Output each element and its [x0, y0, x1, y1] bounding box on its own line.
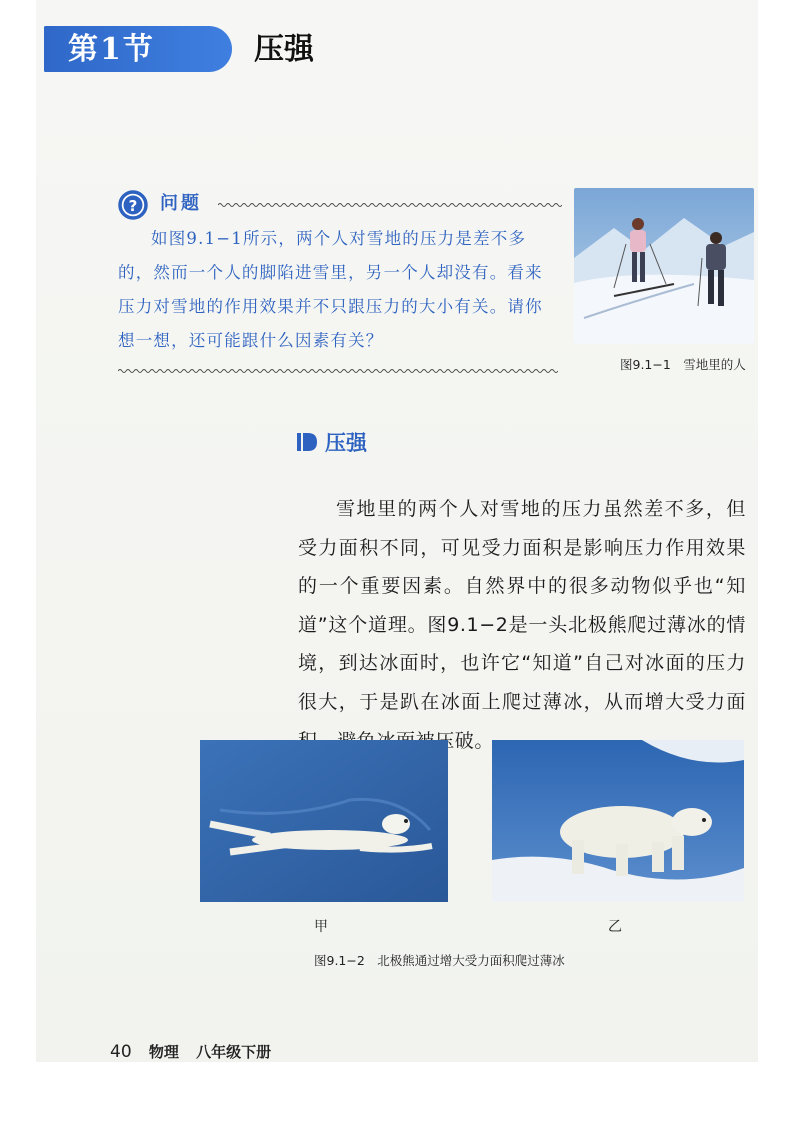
body-paragraph: 雪地里的两个人对雪地的压力虽然差不多，但受力面积不同，可见受力面积是影响压力作用效果的一个重要因素。自然界中的很多动物似乎也“知道”这个道理。图9.1−2是一头北极熊爬过薄冰的情境，到达冰面时，也许它“知道”自己对冰面的压力很大，于是趴在冰面上爬过薄冰，从而增大受力面 压破。	[298, 498, 746, 752]
question-circle-icon	[118, 190, 148, 220]
question-text: 如图9.1−1所示，两个人对雪地的压力是差不多的，然而一个人的脚陷进雪里，另一个人却没有。看来压力对雪地的作用效果并不只跟压力的大小有关。请你想一想，还可能跟什么因素有关？	[118, 229, 543, 350]
footer-grade: 八年级下册	[196, 1043, 272, 1061]
section-number-label: 第1节	[68, 32, 155, 67]
svg-text:?: ?	[128, 197, 138, 215]
section-marker-icon	[297, 432, 317, 452]
question-label: 问题	[160, 193, 202, 214]
figure-2-label-a: 甲	[314, 919, 328, 935]
polar-bear-walking-photo	[492, 740, 744, 902]
footer-subject: 物理	[148, 1043, 179, 1061]
page-number: 40	[110, 1042, 132, 1062]
snow-people-photo	[574, 188, 754, 344]
page-footer	[110, 1040, 283, 1064]
subsection-title: 压强	[325, 431, 367, 455]
figure-2-label-b: 乙	[608, 919, 622, 935]
question-top-divider	[218, 202, 562, 208]
polar-bear-crawling-photo	[200, 740, 448, 902]
figure-1-caption: 图9.1−1 雪地里的人	[620, 357, 746, 372]
figure-2-caption: 图9.1−2 北极熊通过增大受力面积爬过薄冰	[314, 953, 565, 968]
question-bottom-divider	[118, 368, 558, 374]
section-title: 压强	[254, 32, 314, 67]
